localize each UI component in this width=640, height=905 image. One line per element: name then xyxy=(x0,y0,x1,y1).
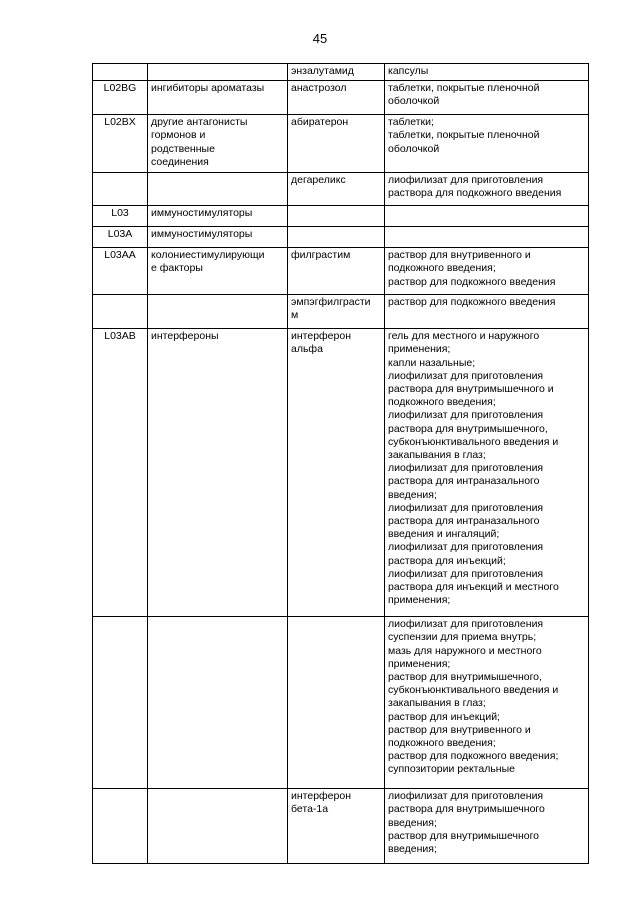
substance-cell: энзалутамид xyxy=(288,64,385,81)
dosage-form-cell: гель для местного и наружного применения; капли назальные; лиофилизат для приготовления раствора для внутримышечного и подкожного введения; лиофилизат для приготовления раствора для внутримышечного, субконъюнктивального введения и закапывания в глаз; лиофилизат для приготовления раствора для интраназального введения; лиофилизат для приготовления раствора для интраназального введения и ингаляций; лиофилизат для приготовления раствора для инъекций; лиофилизат для приготовления раствора для инъекций и местного применения; xyxy=(385,329,589,617)
table-row xyxy=(93,227,589,248)
table-row xyxy=(93,617,589,789)
atc-code-cell xyxy=(93,64,148,81)
dosage-form-cell: лиофилизат для приготовления суспензии для приема внутрь; мазь для наружного и местного применения; раствор для внутримышечного, субконъюнктивального введения и закапывания в глаз; раствор для инъекций; раствор для внутривенного и подкожного введения; раствор для подкожного введения; суппозитории ректальные xyxy=(385,617,589,789)
atc-code-cell xyxy=(93,789,148,864)
dosage-form-cell: таблетки; таблетки, покрытые пленочной оболочкой xyxy=(385,115,589,173)
table-row xyxy=(93,206,589,227)
table-row xyxy=(93,248,589,295)
group-cell xyxy=(148,173,288,206)
table-row xyxy=(93,173,589,206)
dosage-form-cell xyxy=(385,227,589,248)
atc-code-cell: L03A xyxy=(93,227,148,248)
atc-code-cell xyxy=(93,295,148,329)
group-cell: колониестимулирующи е факторы xyxy=(148,248,288,295)
substance-cell xyxy=(288,617,385,789)
group-cell xyxy=(148,789,288,864)
atc-code-cell xyxy=(93,617,148,789)
atc-code-cell: L02BX xyxy=(93,115,148,173)
substance-cell: интерферон альфа xyxy=(288,329,385,617)
table-row xyxy=(93,115,589,173)
group-cell: иммуностимуляторы xyxy=(148,227,288,248)
group-cell: другие антагонисты гормонов и родственные соединения xyxy=(148,115,288,173)
substance-cell: интерферон бета-1а xyxy=(288,789,385,864)
substance-cell: абиратерон xyxy=(288,115,385,173)
substance-cell: эмпэгфилграсти м xyxy=(288,295,385,329)
atc-code-cell xyxy=(93,173,148,206)
group-cell: ингибиторы ароматазы xyxy=(148,81,288,115)
group-cell: иммуностимуляторы xyxy=(148,206,288,227)
substance-cell: филграстим xyxy=(288,248,385,295)
atc-code-cell: L03 xyxy=(93,206,148,227)
atc-code-cell: L02BG xyxy=(93,81,148,115)
dosage-form-cell: лиофилизат для приготовления раствора для подкожного введения xyxy=(385,173,589,206)
substance-cell xyxy=(288,227,385,248)
dosage-form-cell: капсулы xyxy=(385,64,589,81)
substance-cell: дегареликс xyxy=(288,173,385,206)
atc-code-cell: L03AA xyxy=(93,248,148,295)
dosage-form-cell: таблетки, покрытые пленочной оболочкой xyxy=(385,81,589,115)
substance-cell xyxy=(288,206,385,227)
dosage-form-cell xyxy=(385,206,589,227)
substance-cell: анастрозол xyxy=(288,81,385,115)
group-cell xyxy=(148,617,288,789)
table-row xyxy=(93,81,589,115)
group-cell xyxy=(148,295,288,329)
table-row xyxy=(93,295,589,329)
table-row xyxy=(93,329,589,617)
dosage-form-cell: раствор для внутривенного и подкожного введения; раствор для подкожного введения xyxy=(385,248,589,295)
dosage-form-cell: раствор для подкожного введения xyxy=(385,295,589,329)
group-cell: интерфероны xyxy=(148,329,288,617)
table-row xyxy=(93,789,589,864)
group-cell xyxy=(148,64,288,81)
table-row xyxy=(93,64,589,81)
atc-code-cell: L03AB xyxy=(93,329,148,617)
page-number: 45 xyxy=(312,31,328,46)
drug-table xyxy=(92,63,589,864)
dosage-form-cell: лиофилизат для приготовления раствора для внутримышечного введения; раствор для внутримышечного введения; xyxy=(385,789,589,864)
